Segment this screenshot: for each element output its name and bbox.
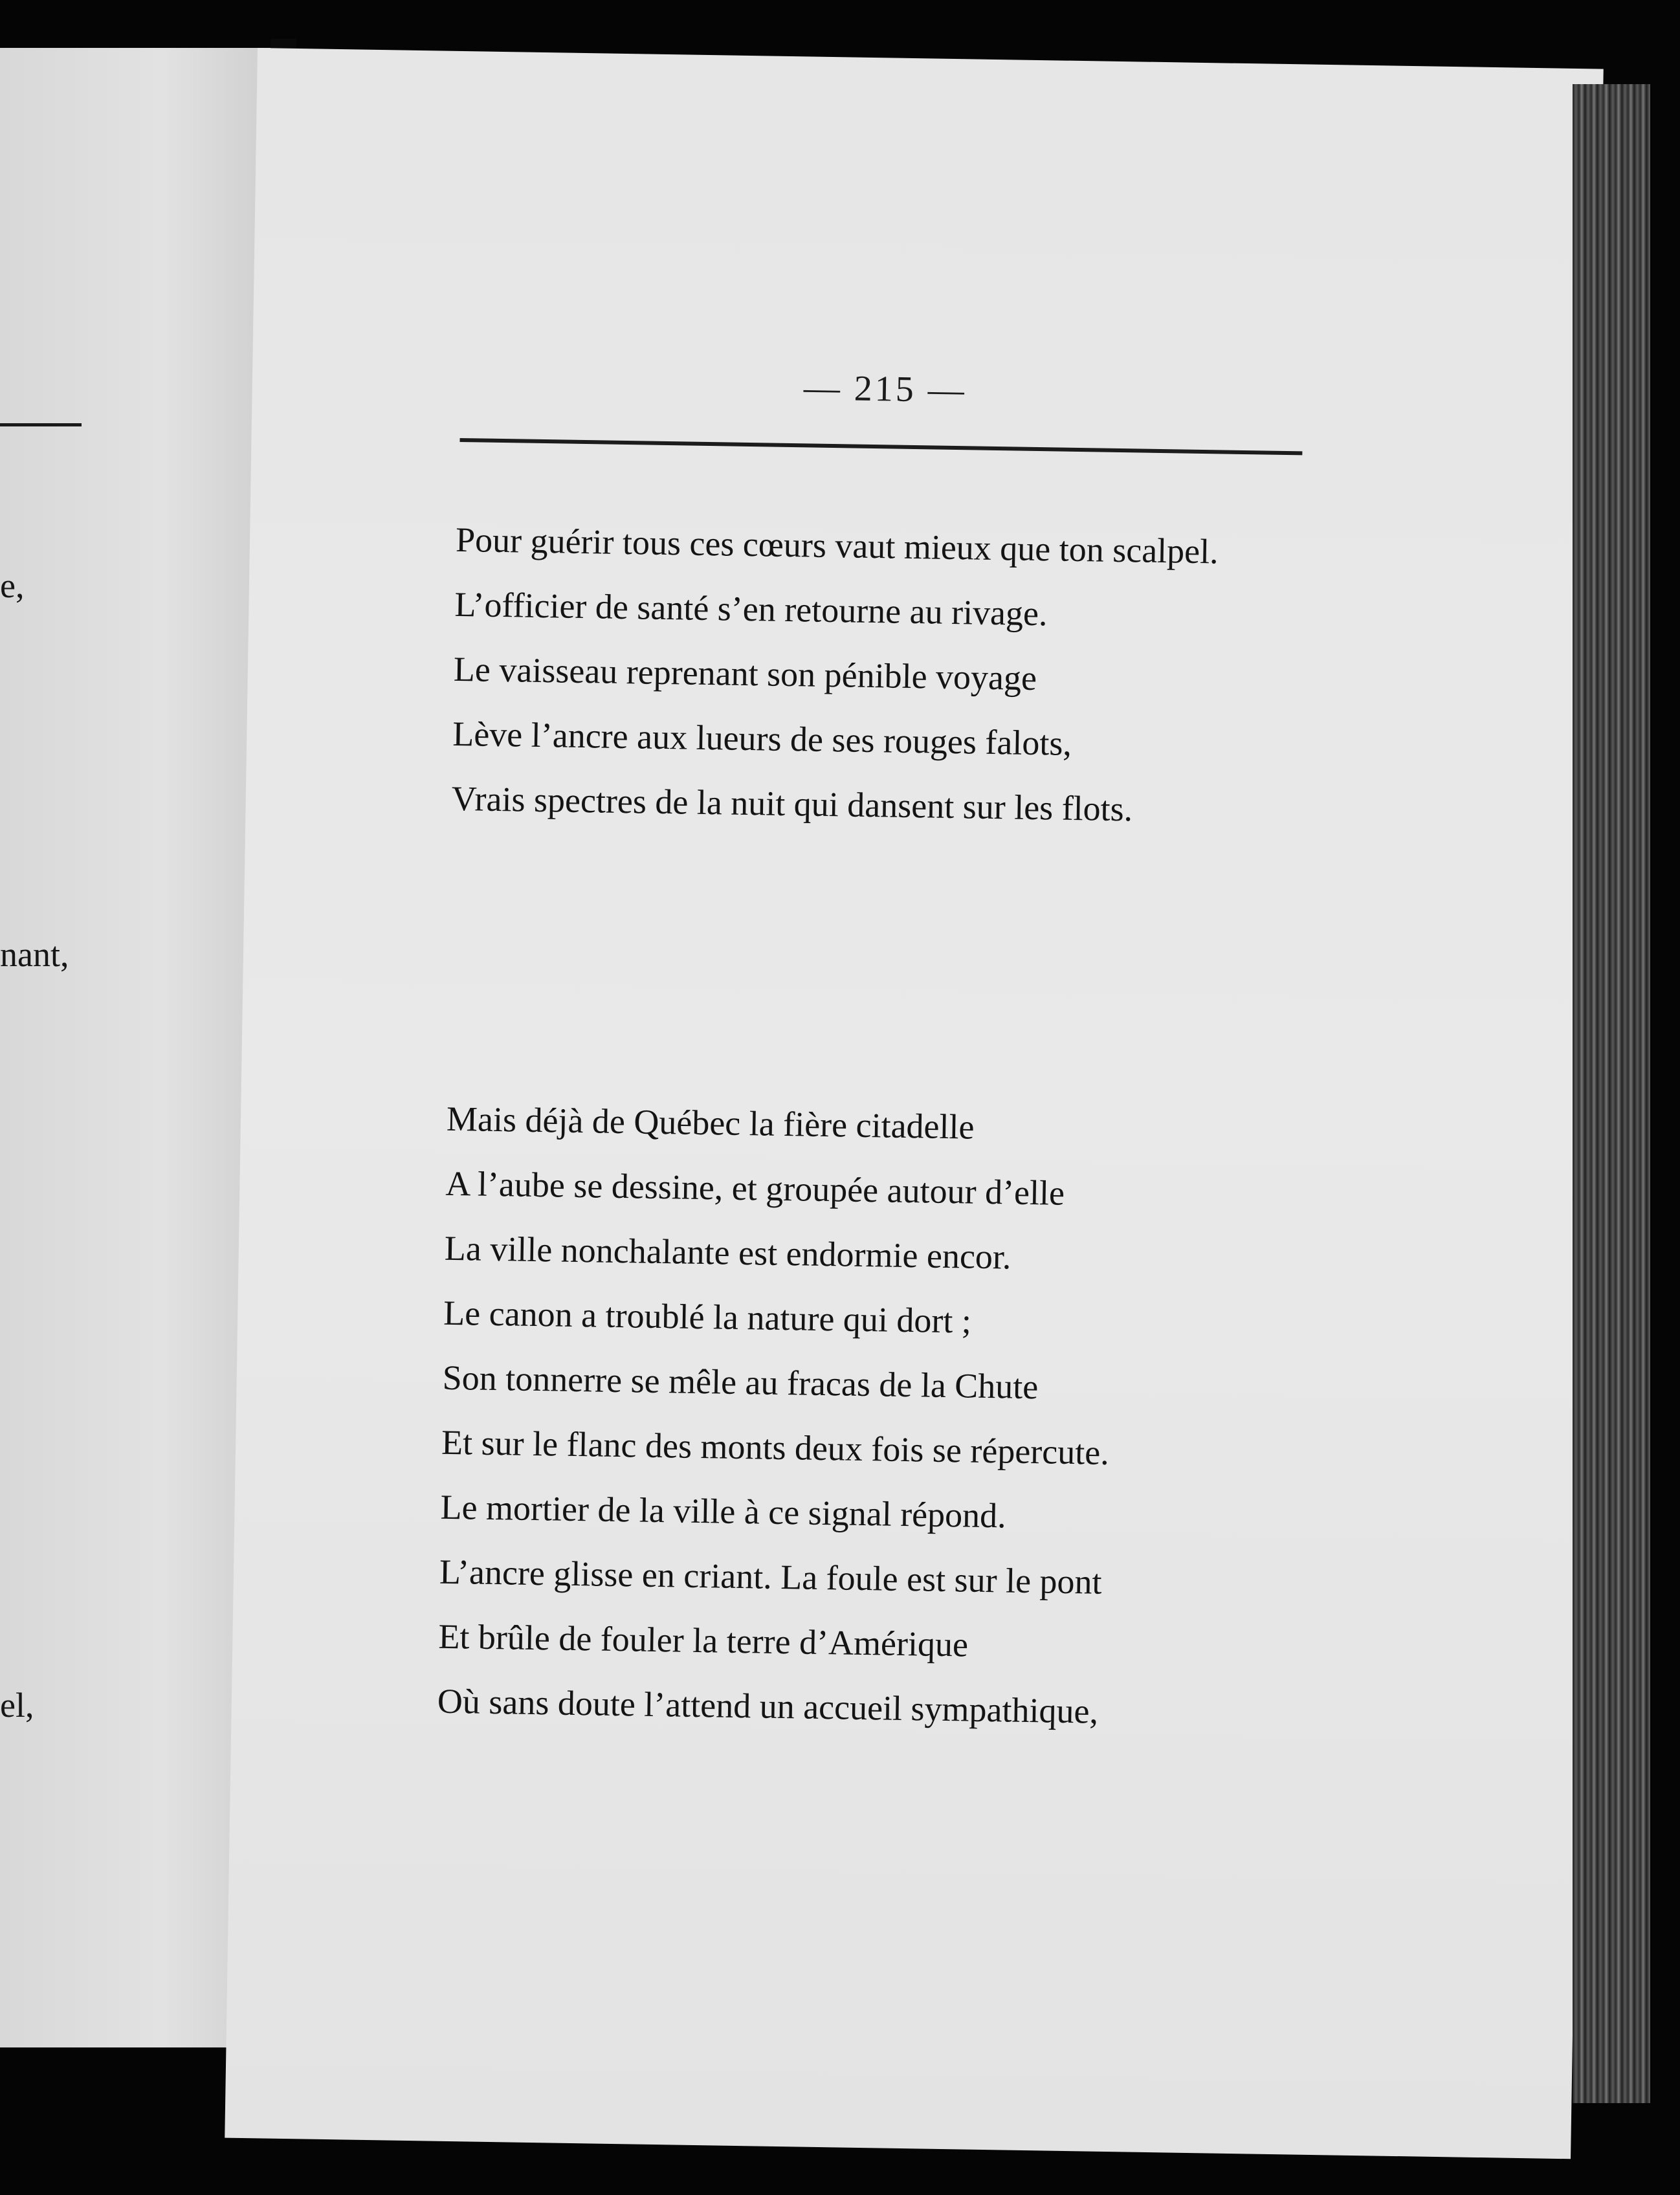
verse-line: Son tonnerre se mêle au fracas de la Chute — [442, 1358, 1039, 1407]
page-edges — [1573, 84, 1650, 2103]
page-number: — 215 — — [803, 368, 967, 411]
verse-line: La ville nonchalante est endormie encor. — [444, 1228, 1011, 1277]
verse-line: Lève l’ancre aux lueurs de ses rouges falots, — [452, 714, 1072, 763]
verse-line: Mais déjà de Québec la fière citadelle — [446, 1099, 975, 1147]
verse-line: L’ancre glisse en criant. La foule est sur le pont — [439, 1552, 1103, 1602]
stanza — [437, 1086, 1114, 1744]
left-page-fragment: el, — [0, 1686, 34, 1725]
verse-line: L’officier de santé s’en retourne au rivage. — [454, 584, 1048, 634]
left-page-fragment: nant, — [0, 935, 69, 974]
left-page-rule — [0, 423, 82, 426]
right-page — [225, 48, 1603, 2159]
stanza — [451, 507, 1219, 843]
verse-line: Où sans doute l’attend un accueil sympathique, — [437, 1681, 1099, 1731]
verse-line: Et sur le flanc des monts deux fois se répercute. — [441, 1422, 1110, 1472]
left-page-fragment: e, — [0, 566, 25, 605]
verse-line: Le mortier de la ville à ce signal répond. — [440, 1487, 1007, 1536]
verse-line: Vrais spectres de la nuit qui dansent sur les flots. — [451, 778, 1133, 829]
verse-line: A l’aube se dessine, et groupée autour d’elle — [445, 1164, 1065, 1213]
verse-line: Et brûle de fouler la terre d’Amérique — [438, 1616, 969, 1664]
verse-line: Pour guérir tous ces cœurs vaut mieux que ton scalpel. — [455, 520, 1219, 571]
left-page — [0, 48, 271, 2047]
verse-line: Le canon a troublé la nature qui dort ; — [443, 1293, 972, 1341]
verse-line: Le vaisseau reprenant son pénible voyage — [453, 649, 1037, 698]
header-rule — [459, 438, 1302, 455]
